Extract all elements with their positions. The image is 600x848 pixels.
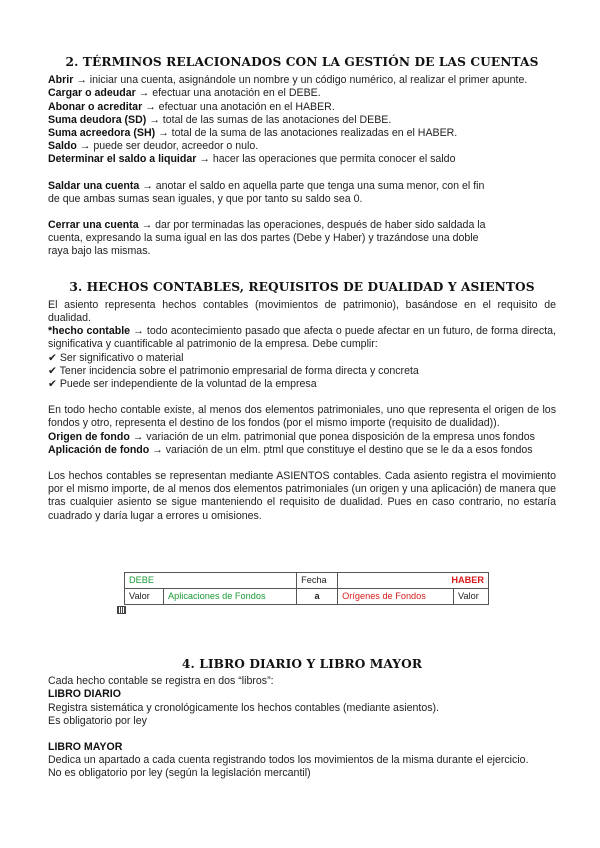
debe-cell: DEBE bbox=[125, 573, 297, 589]
asiento-table bbox=[124, 572, 489, 605]
saldar-line-2: de que ambas sumas sean iguales, y que por tanto su saldo sea 0. bbox=[48, 192, 363, 205]
origen-fondo-line: Origen de fondo → variación de un elm. patrimonial que ponea disposición de la empresa unos fondos bbox=[48, 430, 535, 443]
dualidad-paragraph: En todo hecho contable existe, al menos dos elementos patrimoniales, uno que representa el origen de los fondos y otro, representa el destino de los fondos (por el mismo importe (requisito de dualidad)). bbox=[48, 404, 556, 430]
saldar-line-1: Saldar una cuenta → anotar el saldo en aquella parte que tenga una suma menor, con el fin bbox=[48, 179, 485, 192]
libro-mayor-title: LIBRO MAYOR bbox=[48, 741, 123, 754]
a-cell: a bbox=[297, 589, 338, 605]
term-line: Cargar o adeudar → efectuar una anotación en el DEBE. bbox=[48, 87, 321, 100]
check-item: ✔ Puede ser independiente de la voluntad de la empresa bbox=[48, 378, 317, 391]
haber-cell: HABER bbox=[338, 573, 489, 589]
term-line: Abrir → iniciar una cuenta, asignándole un nombre y un código numérico, al realizar el primer apunte. bbox=[48, 74, 528, 87]
section-2-title: 2. TÉRMINOS RELACIONADOS CON LA GESTIÓN DE LAS CUENTAS bbox=[65, 55, 539, 69]
table-row bbox=[125, 573, 489, 589]
section-3 bbox=[48, 281, 556, 523]
section-4 bbox=[48, 658, 556, 781]
cerrar-line-2: cuenta, expresando la suma igual en las dos partes (Debe y Haber) y trazándose una doble bbox=[48, 232, 479, 245]
mayor-line-1: Dedica un apartado a cada cuenta registrando todos los movimientos de la misma durante el ejercicio. bbox=[48, 754, 529, 767]
table-move-handle-icon[interactable] bbox=[117, 606, 126, 614]
term-line: Suma acreedora (SH) → total de la suma de las anotaciones realizadas en el HABER. bbox=[48, 127, 458, 140]
section-4-intro: Cada hecho contable se registra en dos “libros”: bbox=[48, 675, 274, 688]
section-3-title: 3. HECHOS CONTABLES, REQUISITOS DE DUALIDAD Y ASIENTOS bbox=[69, 279, 535, 294]
valor-left-cell: Valor bbox=[125, 589, 164, 605]
document-page bbox=[48, 0, 556, 780]
term-line: Abonar o acreditar → efectuar una anotación en el HABER. bbox=[48, 100, 335, 113]
asiento-table-wrapper bbox=[124, 572, 492, 605]
libro-diario-title: LIBRO DIARIO bbox=[48, 688, 121, 701]
asientos-paragraph: Los hechos contables se representan mediante ASIENTOS contables. Cada asiento registra el movimiento por el mismo importe, de al menos dos elementos patrimoniales (un origen y una aplicación) de manera que tras cualquier asiento se sigue manteniendo el requisito de dualidad. Pues en caso contrario, no estaría cuadrado y daría lugar a errores u omisiones. bbox=[48, 470, 556, 522]
section-4-title: 4. LIBRO DIARIO Y LIBRO MAYOR bbox=[181, 657, 423, 671]
diario-line-2: Es obligatorio por ley bbox=[48, 714, 147, 727]
table-row bbox=[125, 589, 489, 605]
term-line: Determinar el saldo a liquidar → hacer las operaciones que permita conocer el saldo bbox=[48, 153, 456, 166]
fecha-cell: Fecha bbox=[297, 573, 338, 589]
check-item: ✔ Tener incidencia sobre el patrimonio empresarial de forma directa y concreta bbox=[48, 364, 419, 377]
diario-line-1: Registra sistemática y cronológicamente los hechos contables (mediante asientos). bbox=[48, 701, 439, 714]
term-line: Saldo → puede ser deudor, acreedor o nulo. bbox=[48, 140, 259, 153]
aplicaciones-cell: Aplicaciones de Fondos bbox=[164, 589, 297, 605]
origenes-cell: Orígenes de Fondos bbox=[338, 589, 454, 605]
aplicacion-fondo-line: Aplicación de fondo → variación de un elm. ptml que constituye el destino que se le da a esos fondos bbox=[48, 443, 533, 456]
cerrar-line-3: raya bajo las mismas. bbox=[48, 245, 151, 258]
section-2 bbox=[48, 56, 556, 259]
hecho-contable-def: *hecho contable → todo acontecimiento pasado que afecta o puede afectar en un futuro, de forma directa, significativa y cuantificable al patrimonio de la empresa. Debe cumplir: bbox=[48, 325, 556, 351]
valor-right-cell: Valor bbox=[454, 589, 489, 605]
cerrar-line-1: Cerrar una cuenta → dar por terminadas las operaciones, después de haber sido saldada la bbox=[48, 219, 486, 232]
term-line: Suma deudora (SD) → total de las sumas de las anotaciones del DEBE. bbox=[48, 113, 392, 126]
mayor-line-2: No es obligatorio por ley (según la legislación mercantil) bbox=[48, 767, 311, 780]
section-3-intro: El asiento representa hechos contables (movimientos de patrimonio), basándose en el requisito de dualidad. bbox=[48, 298, 556, 325]
check-item: ✔ Ser significativo o material bbox=[48, 351, 184, 364]
